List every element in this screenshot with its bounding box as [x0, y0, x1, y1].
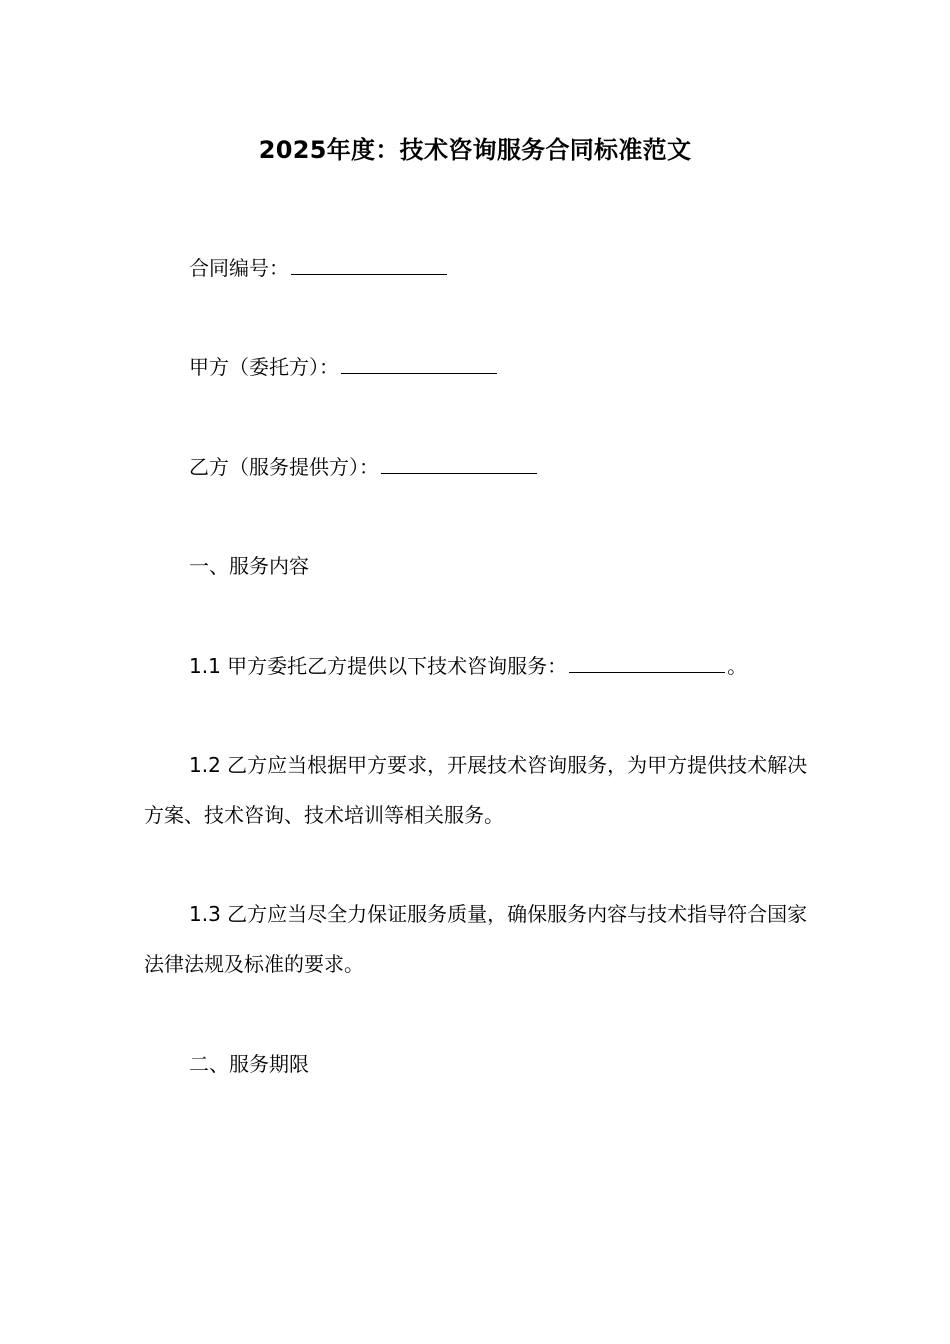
- section-1-heading: 一、服务内容: [189, 554, 309, 578]
- contract-number-blank: [291, 254, 447, 275]
- clause-1-2: 1.2 乙方应当根据甲方要求，开展技术咨询服务，为甲方提供技术解决方案、技术咨询、技术培训等相关服务。: [144, 753, 808, 827]
- clause-1-1: [144, 641, 859, 691]
- party-a-blank: [341, 353, 497, 374]
- party-b-line: [144, 442, 859, 492]
- section-2-heading: 二、服务期限: [189, 1052, 309, 1076]
- contract-number-line: [144, 243, 859, 293]
- clause-1-1-end: 。: [727, 654, 748, 678]
- contract-number-label: 合同编号：: [189, 256, 289, 280]
- party-a-label: 甲方（委托方）：: [189, 355, 339, 379]
- clause-1-1-text: 1.1 甲方委托乙方提供以下技术咨询服务：: [189, 654, 568, 678]
- party-a-line: [144, 342, 859, 392]
- document-title: 2025年度：技术咨询服务合同标准范文: [258, 136, 692, 164]
- party-b-label: 乙方（服务提供方）：: [189, 455, 379, 479]
- clause-1-1-blank: [569, 652, 725, 673]
- clause-1-3: 1.3 乙方应当尽全力保证服务质量，确保服务内容与技术指导符合国家法律法规及标准的要求。: [144, 902, 808, 976]
- party-b-blank: [381, 453, 537, 474]
